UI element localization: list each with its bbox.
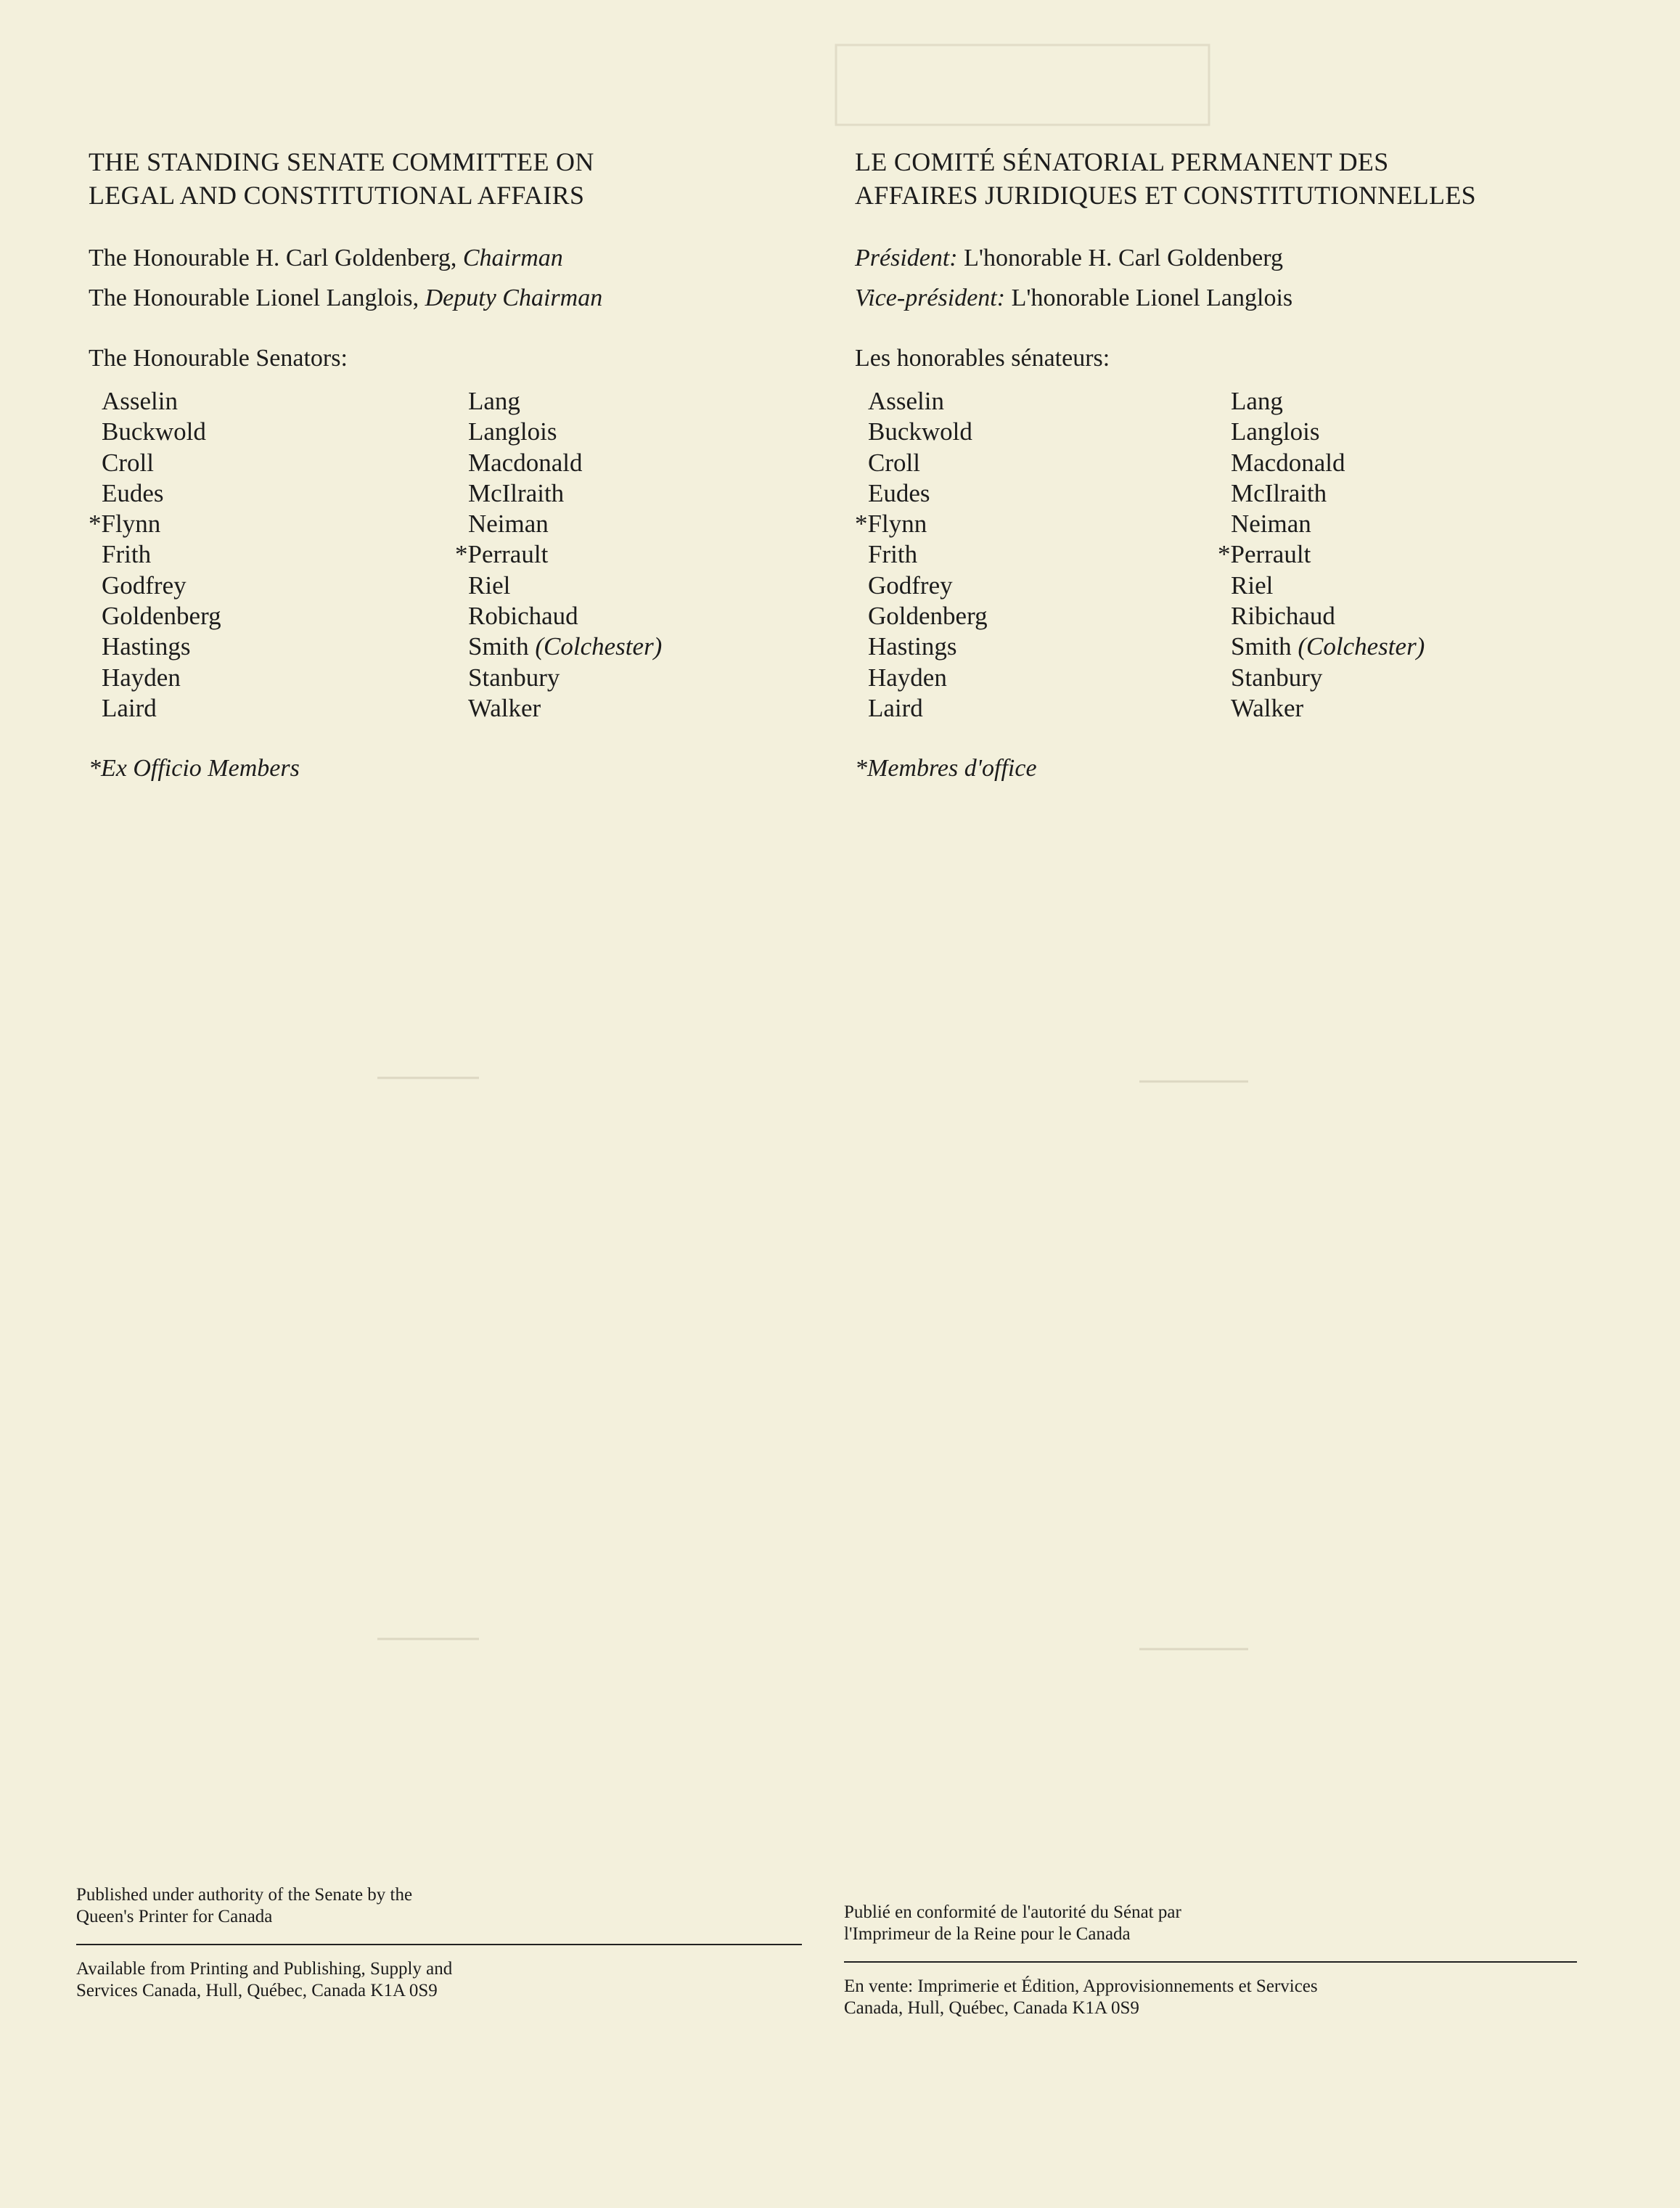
heading-line-2: AFFAIRES JURIDIQUES ET CONSTITUTIONNELLES <box>855 181 1476 210</box>
available-line-1: Available from Printing and Publishing, Supply and <box>76 1959 453 1979</box>
senator-name: Hastings <box>102 632 191 661</box>
senator-name: Riel <box>468 571 511 600</box>
senator-name: Laird <box>102 693 157 722</box>
senator-name: Asselin <box>102 387 178 415</box>
senator-name: Goldenberg <box>868 602 988 631</box>
published-by <box>76 1884 802 1928</box>
senator-name: Frith <box>102 540 152 569</box>
senator-name: Hayden <box>102 663 181 692</box>
english-column <box>89 145 814 785</box>
senator-name: Robichaud <box>468 602 578 631</box>
senator-name: Frith <box>868 540 918 569</box>
senator-name: *Perrault <box>455 540 549 569</box>
publication-notice-en <box>76 1884 802 2002</box>
available-line-1: En vente: Imprimerie et Édition, Approvisionnements et Services <box>844 1976 1318 1996</box>
heading-line-1: LE COMITÉ SÉNATORIAL PERMANENT DES <box>855 147 1389 176</box>
availability-notice <box>844 1976 1577 2019</box>
available-line-2: Canada, Hull, Québec, Canada K1A 0S9 <box>844 1998 1139 2018</box>
senator-name: Macdonald <box>1231 448 1345 477</box>
senators-list-fr <box>855 386 1602 724</box>
senator-name: Ribichaud <box>1231 602 1335 631</box>
senator-riding: (Colchester) <box>1298 632 1425 661</box>
senator-name: McIlraith <box>1231 478 1327 507</box>
senator-name: Lang <box>1231 387 1283 415</box>
senators-label-en: The Honourable Senators: <box>89 345 348 372</box>
senator-name: *Perrault <box>1218 540 1311 569</box>
senator-riding: (Colchester) <box>535 632 663 661</box>
senator-name: *Flynn <box>855 510 927 539</box>
senator-name: Langlois <box>468 417 557 446</box>
senators-left-column <box>89 386 468 724</box>
senator-name: Macdonald <box>468 448 583 477</box>
senator-name: Walker <box>468 693 541 722</box>
senator-name: Stanbury <box>1231 663 1323 692</box>
senator-name: McIlraith <box>468 478 565 507</box>
senators-label-fr: Les honorables sénateurs: <box>855 345 1110 372</box>
senator-name: Laird <box>868 693 923 722</box>
divider-rule <box>76 1944 802 1945</box>
chairman-name: The Honourable H. Carl Goldenberg, <box>89 245 457 271</box>
senators-left-column <box>855 386 1231 724</box>
heading-line-2: LEGAL AND CONSTITUTIONAL AFFAIRS <box>89 181 585 210</box>
officers-fr <box>855 238 1602 318</box>
senator-name: Walker <box>1231 693 1304 722</box>
senators-right-column <box>455 386 663 724</box>
committee-heading-fr <box>855 145 1602 212</box>
senator-name: *Flynn <box>89 510 161 539</box>
senator-name: Hastings <box>868 632 957 661</box>
senator-name: Neiman <box>1231 510 1311 539</box>
deputy-chairman-line <box>89 278 814 318</box>
availability-notice <box>76 1958 802 2002</box>
senator-name: Riel <box>1231 571 1274 600</box>
president-role: Président: <box>855 245 958 271</box>
senators-right-column <box>1218 386 1425 724</box>
published-by <box>844 1902 1577 1945</box>
chairman-line <box>89 238 814 278</box>
president-line <box>855 238 1602 278</box>
president-name: L'honorable H. Carl Goldenberg <box>964 245 1283 271</box>
deputy-chairman-role: Deputy Chairman <box>425 285 603 311</box>
membres-d-office-footnote: *Membres d'office <box>855 755 1037 782</box>
senator-name: Buckwold <box>868 417 972 446</box>
vice-president-role: Vice-président: <box>855 285 1006 311</box>
senator-name: Lang <box>468 387 520 415</box>
ex-officio-footnote: *Ex Officio Members <box>89 755 300 782</box>
senator-name: Langlois <box>1231 417 1320 446</box>
senator-name: Godfrey <box>102 571 187 600</box>
senator-name: Croll <box>102 448 154 477</box>
senator-name: Goldenberg <box>102 602 221 631</box>
available-line-2: Services Canada, Hull, Québec, Canada K1A 0S9 <box>76 1981 438 2000</box>
senator-name: Stanbury <box>468 663 560 692</box>
senator-smith-line <box>1231 631 1425 662</box>
vice-president-line <box>855 278 1602 318</box>
senators-list-en <box>89 386 814 724</box>
published-line-1: Published under authority of the Senate by the <box>76 1885 413 1905</box>
chairman-role: Chairman <box>462 245 563 271</box>
senator-name: Eudes <box>868 478 930 507</box>
senator-name: Smith <box>1231 632 1292 661</box>
divider-rule <box>844 1961 1577 1963</box>
senator-name: Hayden <box>868 663 947 692</box>
officers-en <box>89 238 814 318</box>
senator-name: Buckwold <box>102 417 206 446</box>
published-line-2: Queen's Printer for Canada <box>76 1907 273 1926</box>
deputy-chairman-name: The Honourable Lionel Langlois, <box>89 285 419 311</box>
published-line-2: l'Imprimeur de la Reine pour le Canada <box>844 1924 1131 1944</box>
publication-notice-fr <box>844 1902 1577 2019</box>
heading-line-1: THE STANDING SENATE COMMITTEE ON <box>89 147 594 176</box>
senator-name: Asselin <box>868 387 944 415</box>
senator-smith-line <box>468 631 662 662</box>
senator-name: Smith <box>468 632 529 661</box>
french-column <box>855 145 1602 785</box>
published-line-1: Publié en conformité de l'autorité du Sénat par <box>844 1902 1181 1922</box>
senator-name: Eudes <box>102 478 164 507</box>
vice-president-name: L'honorable Lionel Langlois <box>1011 285 1293 311</box>
senator-name: Croll <box>868 448 920 477</box>
committee-heading-en <box>89 145 814 212</box>
senator-name: Neiman <box>468 510 549 539</box>
senator-name: Godfrey <box>868 571 953 600</box>
